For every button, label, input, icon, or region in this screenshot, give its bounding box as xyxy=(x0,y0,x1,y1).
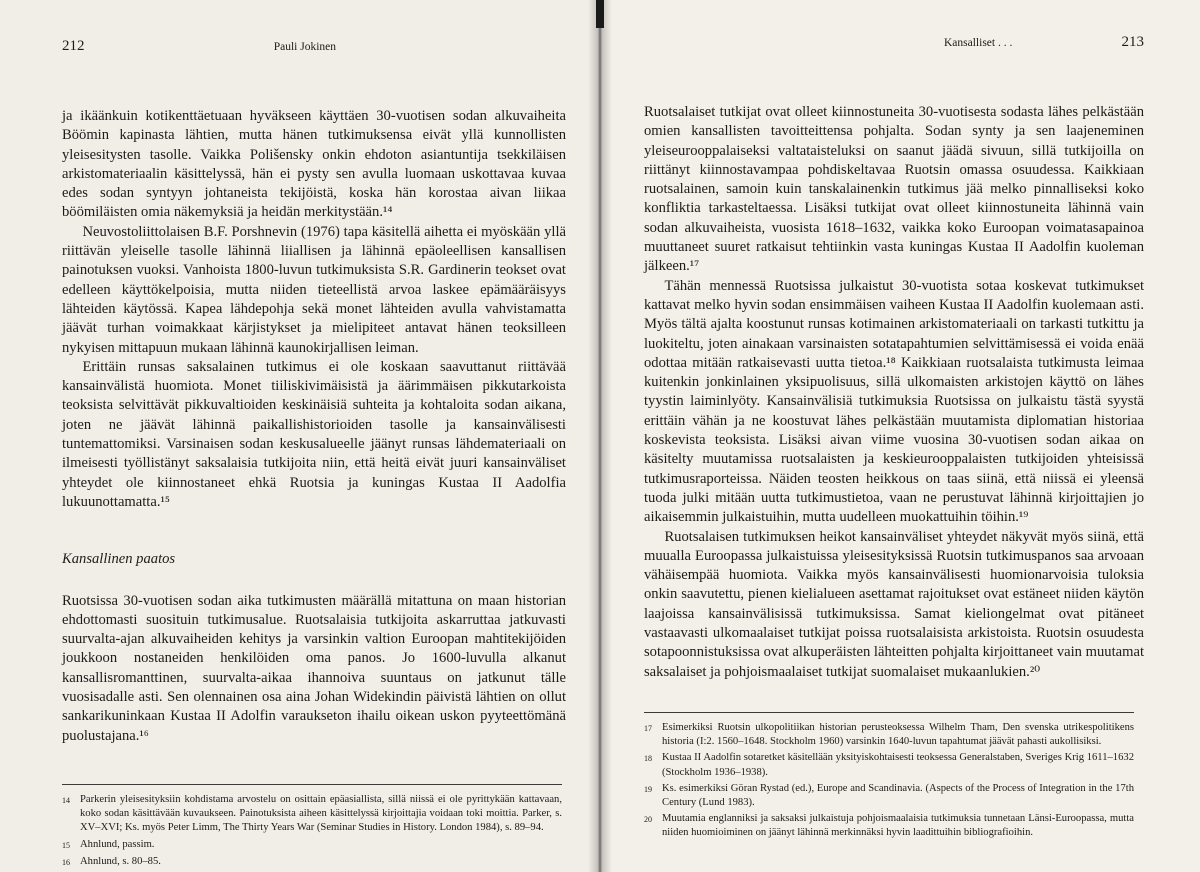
paragraph: ja ikäänkuin kotikenttäetuaan hyväkseen käyttäen 30-vuotisen sodan alkuvaiheita Böömin kapinasta lähtien, mutta hänen tutkimuksensa eivät yllä kunnollisten yleisesitysten tasolle. Vaikka Polišensky onkin ehdoton asiantuntija tsekkiläisen arkistomateriaalin käsittelyssä, hän ei pysty sen avulla luomaan uskottavaa kuvaa edes sodan syntyyn johtaneista tekijöistä, koska hän korostaa aivan liikaa böömiläisten omia näkemyksiä ja heidän merkitystään.¹⁴ xyxy=(62,108,566,221)
paragraph: Ruotsissa 30-vuotisen sodan aika tutkimusten määrällä mitattuna on maan historian ehdottomasti suosituin tutkimusalue. Ruotsalaisia tutkijoita askarruttaa jatkuvasti suurvalta-ajan alkuvaiheiden kehitys ja varsinkin valtion Euroopan mahtitekijöiden joukkoon nostaneiden henkilöiden oma panos. Jo 1600-luvulla alkanut kansallisromanttinen, suurvalta-aikaa ihannoiva suuntaus on jatkunut tälle vuosisadalle asti. Sen olennainen osa aina Johan Widekindin päivistä lähtien on ollut sankarikuninkaan Kustaa II Adolfin varaukseton ihailu oikean uskon pyyteettömänä puolustajana.¹⁶ xyxy=(62,592,566,744)
footnote-number: 20 xyxy=(644,815,652,825)
right-running-head-title: Kansalliset . . . xyxy=(944,37,1013,49)
left-running-head xyxy=(62,38,566,55)
right-page-number: 213 xyxy=(1121,34,1144,50)
footnote-text: Ahnlund, passim. xyxy=(80,838,155,850)
left-body-text xyxy=(62,107,566,746)
paragraph: Erittäin runsas saksalainen tutkimus ei ole koskaan saavuttanut riittävää kansainvälistä huomiota. Monet tiiliskivimäisistä ja äärimmäisen pikkutarkoista teoksista selvittävät pikkuvaltioiden keskinäisiä suhteita ja kohtaloita sodan aikana, joten ne jäävät lähinnä paikallishistorioiden tasolle ja kansainvälisesti tuntemattomiksi. Varsinaisen sodan keskusalueelle jäänyt runsas lähdemateriaali on ilmeisesti työllistänyt saksalaisia tutkijoita niin, että heitä eivät juuri kansainväliset yhteydet ole kiinnostaneet ehkä Ruotsia ja kuningas Kustaa II Aadolfia lukuunottamatta.¹⁵ xyxy=(62,358,566,510)
footnote-text: Kustaa II Aadolfin sotaretket käsitellään yksityiskohtaisesti teoksessa Generalstaben, Sveriges Krig 1611–1632 (Stockholm 1936–1938). xyxy=(662,752,1134,778)
footnote xyxy=(62,855,562,870)
footnote-number: 19 xyxy=(644,784,652,794)
book-spine-edge xyxy=(596,0,604,28)
section-heading: Kansallinen paatos xyxy=(62,551,176,568)
left-running-head-title: Pauli Jokinen xyxy=(273,41,336,53)
footnote-text: Ahnlund, s. 80–85. xyxy=(80,855,161,867)
right-running-head xyxy=(644,34,1144,51)
right-body-text xyxy=(644,103,1144,682)
footnote-number: 14 xyxy=(62,795,70,805)
right-page xyxy=(600,0,1200,872)
footnote-number: 17 xyxy=(644,723,652,733)
footnote xyxy=(644,812,1134,840)
footnote xyxy=(62,838,562,853)
left-footnotes xyxy=(62,784,562,870)
paragraph: Neuvostoliittolaisen B.F. Porshnevin (1976) tapa käsitellä aihetta ei myöskään yllä riittävän yleiselle tasolle lähinnä liiallisen ja lähinnä epäoleellisen kansallisen painotuksen vuoksi. Vanhoista 1800-luvun tutkimuksista S.R. Gardinerin teokset ovat edelleen käyttökelpoisia, mutta niiden tieteellistä arvoa laskee epämääräisyys lähteiden käytössä. Kapea lähdepohja sekä monet lähteiden avulla vahvistamatta jäävät turhan voimakkaat kärjistykset ja mielipiteet antavat hänen teoksilleen nykyisen mittapuun mukaan lähinnä kaunokirjallisen leiman. xyxy=(62,223,566,356)
footnote xyxy=(644,721,1134,749)
footnote-text: Muutamia englanniksi ja saksaksi julkaistuja pohjoismaalaisia tutkimuksia tunnetaan Länsi-Euroopassa, mutta niiden huomioiminen on jäänyt lähinnä merkinnäksi hyvin laadittuihin bibliografioihin. xyxy=(662,813,1134,839)
footnote-text: Parkerin yleisesityksiin kohdistama arvostelu on osittain epäasiallista, sillä niissä ei ole pyrittykään kattavaan, koko sodan käsittävään kuvaukseen. Painotuksista aiheen käsittelyssä kirjoittajia voidaan toki moittia. Parker, s. XV–XVI; Ks. myös Peter Limm, The Thirty Years War (Seminar Studies in History. London 1984), s. 89–94. xyxy=(80,793,562,834)
footnote xyxy=(62,793,562,836)
right-footnotes xyxy=(644,712,1134,841)
left-page-number: 212 xyxy=(62,38,85,54)
footnote xyxy=(644,782,1134,810)
footnote xyxy=(644,751,1134,779)
footnote-number: 16 xyxy=(62,857,70,867)
footnote-number: 15 xyxy=(62,840,70,850)
paragraph: Ruotsalaiset tutkijat ovat olleet kiinnostuneita 30-vuotisesta sodasta lähes pelkästään omien kansallisten tavoitteittensa pohjalta. Sodan synty ja sen laajeneminen yleiseurooppalaiseksi valtataisteluksi on saanut jäädä sivuun, sillä tutkijoilla on riittänyt kiinnostavampaa pohdiskeltavaa Ruotsin omassa osuudessa. Kaikkiaan ruotsalainen, samoin kuin tanskalainenkin tutkimus jää melko pinnalliseksi koko konfliktia tarkasteltaessa. Lisäksi tutkijat ovat olleet kiinnostuneita lähinnä vain sodan alkuvaiheista, vuosista 1618–1632, vaikka koko Euroopan voimatasapainoa muuttaneet suuret ratkaisut tehtiinkin vasta kuningas Kustaa II Aadolfin kuoleman jälkeen.¹⁷ xyxy=(644,104,1144,275)
footnote-number: 18 xyxy=(644,754,652,764)
paragraph: Ruotsalaisen tutkimuksen heikot kansainväliset yhteydet näkyvät myös siinä, että muualla Euroopassa julkaistuissa yleisesityksissä Ruotsin tutkimuspanos saa arvoaan vähäisempää huomiota. Vaikka myös kansainvälisesti huomionarvoisia tuloksia onkin saavutettu, pienen kielialueen asettamat rajoitukset ovat estäneet niiden käytön laajoissa kansainvälisissä tutkimuksissa. Samat kieliongelmat ovat pitäneet vastaavasti ulkomaalaiset tutkijat poissa ruotsalaisista arkistoista. Ruotsin osuudesta sotapoonnistuksissa ovat alkuperäisten lähteitten pohjalta kirjoittaneet vain muutamat saksalaiset ja pohjoismaalaiset tutkijat suomalaiset mukaanlukien.²⁰ xyxy=(644,528,1144,680)
paragraph: Tähän mennessä Ruotsissa julkaistut 30-vuotista sotaa koskevat tutkimukset kattavat melko hyvin sodan ensimmäisen vaiheen Kustaa II Aadolfin kuolemaan asti. Myös tältä ajalta koostunut runsas kotimainen arkistomateriaali on tarkasti tutkittu ja luokiteltu, joten ainakaan varsinaisten sotatapahtumien selvittämisessä ei voida enää odottaa mitään ratkaisevasti uutta tietoa.¹⁸ Kaikkiaan ruotsalaista tutkimusta leimaa kuitenkin jonkinlainen yksipuolisuus, sillä ulkomaisten arkistojen käyttö on lähes tyystin laiminlyöty. Kansainvälisiä tutkimuksia Ruotsissa on julkaistu tästä syystä erittäin vähän ja ne koostuvat lähes pelkästään muutamista diplomatian historiaa koskevista teoksista. Lisäksi aivan viime vuosina 30-vuotisen sodan aikaa on käsitelty muutamissa ruotsalaisten ja keskieurooppalaisten tutkijoiden yhteisissä tutkimusraporteissa. Näiden teosten heikkous on taas siinä, että niissä ei yleensä tuoda julki mitään uutta tutkimustietoa, vaan ne perustuvat lähinnä kirjoittajien jo aikaisemmin julkaistuihin, mutta uudelleen muokattuihin töihin.¹⁹ xyxy=(644,277,1144,526)
footnote-text: Esimerkiksi Ruotsin ulkopolitiikan historian perusteoksessa Wilhelm Tham, Den svenska utrikespolitikens historia (I:2. 1560–1648. Stockholm 1960) varsinkin 1640-luvun tapahtumat jäävät pahasti aukollisiksi. xyxy=(662,721,1134,748)
footnote-text: Ks. esimerkiksi Göran Rystad (ed.), Europe and Scandinavia. (Aspects of the Process of Integration in the 17th Century (Lund 1983). xyxy=(662,782,1134,808)
